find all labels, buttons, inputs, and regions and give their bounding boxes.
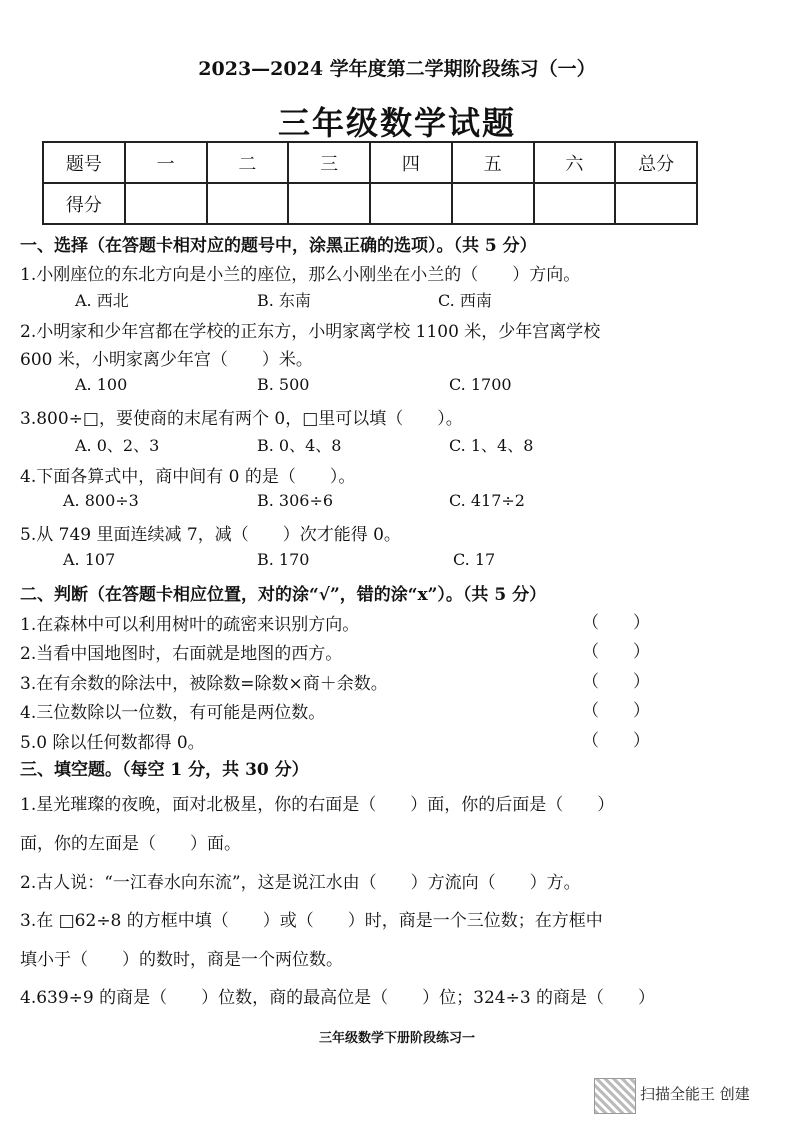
question-1-4: 4.下面各算式中，商中间有 0 的是（ ）。 — [20, 467, 356, 487]
score-table — [42, 141, 698, 225]
fill-question-1-line1: 1.星光璀璨的夜晚，面对北极星，你的右面是（ ）面，你的后面是（ ） — [20, 795, 615, 815]
question-1-5: 5.从 749 里面连续减 7，减（ ）次才能得 0。 — [20, 525, 401, 545]
score-header-cell: 二 — [207, 142, 289, 183]
score-header-cell: 三 — [288, 142, 370, 183]
score-table-score-row — [43, 183, 697, 224]
option-b[interactable]: B. 170 — [257, 550, 310, 569]
score-cell[interactable] — [207, 183, 289, 224]
page-title: 三年级数学试题 — [277, 104, 516, 142]
score-cell[interactable] — [615, 183, 697, 224]
score-cell[interactable] — [370, 183, 452, 224]
score-cell[interactable] — [452, 183, 534, 224]
score-header-cell: 一 — [125, 142, 207, 183]
score-table-header-row — [43, 142, 697, 183]
option-b[interactable]: B. 0、4、8 — [257, 436, 342, 455]
option-c[interactable]: C. 西南 — [438, 291, 492, 310]
fill-question-3-line2: 填小于（ ）的数时，商是一个两位数。 — [20, 950, 343, 970]
answer-parentheses[interactable]: （ ） — [582, 731, 650, 751]
score-header-cell: 题号 — [43, 142, 125, 183]
option-a[interactable]: A. 100 — [75, 375, 128, 394]
judge-item: 2.当看中国地图时，右面就是地图的西方。 — [20, 644, 343, 664]
score-header-cell: 四 — [370, 142, 452, 183]
score-header-cell: 六 — [534, 142, 616, 183]
question-1-2-line1: 2.小明家和少年宫都在学校的正东方，小明家离学校 1100 米，少年宫离学校 — [20, 322, 601, 342]
score-header-cell: 五 — [452, 142, 534, 183]
option-a[interactable]: A. 800÷3 — [63, 491, 139, 510]
section3-heading: 三、填空题。（每空 1 分，共 30 分） — [20, 760, 309, 780]
option-c[interactable]: C. 17 — [453, 550, 496, 569]
fill-question-2: 2.古人说：“一江春水向东流”，这是说江水由（ ）方流向（ ）方。 — [20, 873, 581, 893]
section1-heading: 一、选择（在答题卡相对应的题号中，涂黑正确的选项）。（共 5 分） — [20, 236, 537, 256]
option-a[interactable]: A. 107 — [63, 550, 116, 569]
option-c[interactable]: C. 1700 — [449, 375, 512, 394]
scanner-watermark: 扫描全能王 创建 — [640, 1085, 750, 1103]
fill-question-1-line2: 面，你的左面是（ ）面。 — [20, 834, 241, 854]
question-1-3: 3.800÷□，要使商的末尾有两个 0，□里可以填（ ）。 — [20, 409, 463, 429]
answer-parentheses[interactable]: （ ） — [582, 701, 650, 721]
answer-parentheses[interactable]: （ ） — [582, 642, 650, 662]
score-cell[interactable] — [534, 183, 616, 224]
option-b[interactable]: B. 500 — [257, 375, 310, 394]
judge-item: 3.在有余数的除法中，被除数=除数×商＋余数。 — [20, 674, 388, 694]
judge-item: 5.0 除以任何数都得 0。 — [20, 733, 205, 753]
page-footer: 三年级数学下册阶段练习一 — [318, 1031, 475, 1046]
fill-question-4: 4.639÷9 的商是（ ）位数，商的最高位是（ ）位；324÷3 的商是（ ） — [20, 988, 656, 1008]
question-1-2-line2: 600 米，小明家离少年宫（ ）米。 — [20, 350, 313, 370]
option-a[interactable]: A. 西北 — [75, 291, 129, 310]
answer-parentheses[interactable]: （ ） — [582, 613, 650, 633]
score-cell[interactable] — [125, 183, 207, 224]
answer-parentheses[interactable]: （ ） — [582, 672, 650, 692]
option-b[interactable]: B. 东南 — [257, 291, 311, 310]
exam-subtitle: 2023—2024 学年度第二学期阶段练习（一） — [198, 58, 596, 80]
scanner-logo-icon — [594, 1078, 636, 1114]
option-b[interactable]: B. 306÷6 — [257, 491, 334, 510]
option-c[interactable]: C. 417÷2 — [449, 491, 525, 510]
question-1-1: 1.小刚座位的东北方向是小兰的座位，那么小刚坐在小兰的（ ）方向。 — [20, 265, 581, 285]
score-row-label: 得分 — [43, 183, 125, 224]
option-a[interactable]: A. 0、2、3 — [75, 436, 160, 455]
judge-item: 4.三位数除以一位数，有可能是两位数。 — [20, 703, 326, 723]
judge-item: 1.在森林中可以利用树叶的疏密来识别方向。 — [20, 615, 360, 635]
section2-heading: 二、判断（在答题卡相应位置，对的涂“√”，错的涂“x”）。（共 5 分） — [20, 585, 547, 605]
fill-question-3-line1: 3.在 □62÷8 的方框中填（ ）或（ ）时，商是一个三位数；在方框中 — [20, 911, 603, 931]
score-header-cell: 总分 — [615, 142, 697, 183]
option-c[interactable]: C. 1、4、8 — [449, 436, 534, 455]
score-cell[interactable] — [288, 183, 370, 224]
